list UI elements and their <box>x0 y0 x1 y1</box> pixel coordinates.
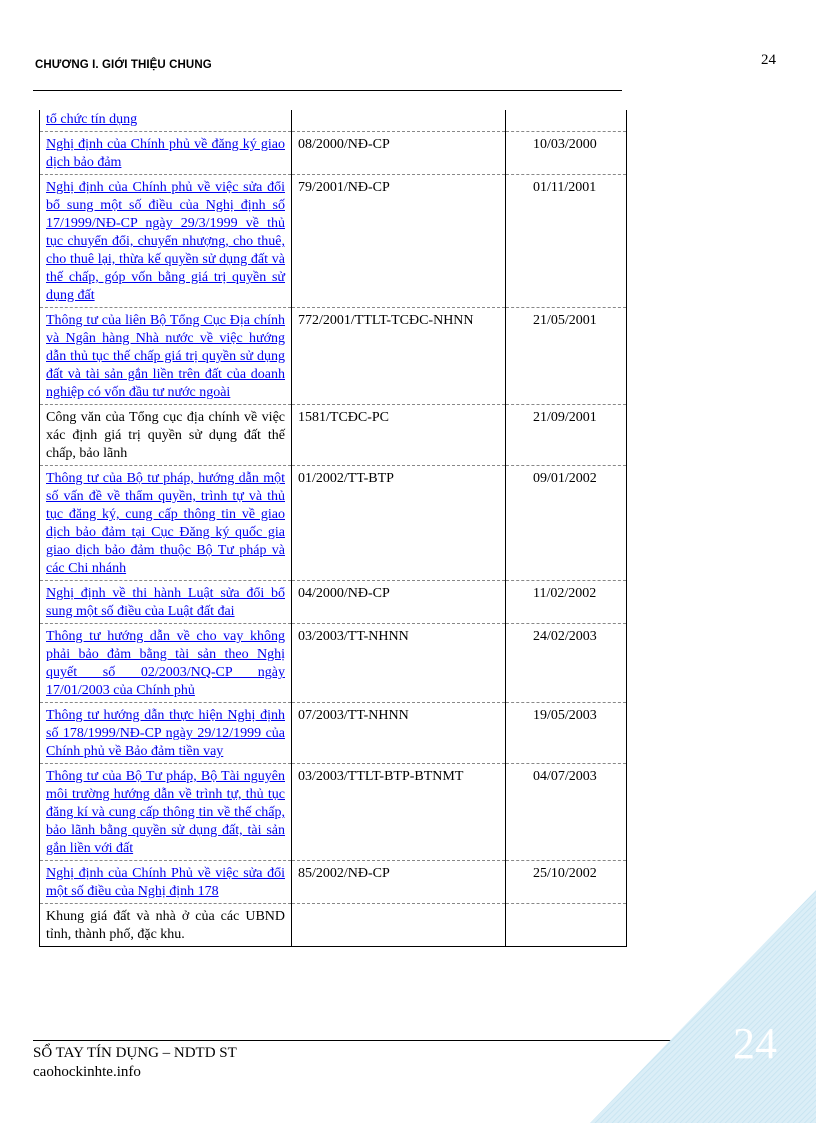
document-date: 11/02/2002 <box>506 581 627 624</box>
page-number: 24 <box>761 52 776 68</box>
document-title-link[interactable]: Thông tư hướng dẫn thực hiện Nghị định số 178/1999/NĐ-CP ngày 29/12/1999 của Chính phủ về Bảo đảm tiền vay <box>46 708 285 759</box>
document-number: 1581/TCĐC-PC <box>292 405 506 466</box>
document-title-cell <box>40 861 292 904</box>
document-number: 01/2002/TT-BTP <box>292 466 506 581</box>
document-date: 25/10/2002 <box>506 861 627 904</box>
document-number: 85/2002/NĐ-CP <box>292 861 506 904</box>
document-date: 24/02/2003 <box>506 624 627 703</box>
document-title-cell <box>40 175 292 308</box>
document-number: 03/2003/TT-NHNN <box>292 624 506 703</box>
document-title-cell <box>40 308 292 405</box>
document-title-link[interactable]: Nghị định của Chính phủ về việc sửa đổi bổ sung một số điều của Nghị định số 17/1999/NĐ-CP ngày 29/3/1999 về thủ tục chuyển đổi, chuyển nhượng, cho thuê, cho thuê lại, thừa kế quyền sử dụng đất và thế chấp, góp vốn bằng giá trị quyền sử dụng đất <box>46 180 285 303</box>
document-date: 21/09/2001 <box>506 405 627 466</box>
document-number: 08/2000/NĐ-CP <box>292 132 506 175</box>
document-number <box>292 110 506 132</box>
table-row <box>40 904 627 947</box>
document-date: 09/01/2002 <box>506 466 627 581</box>
document-title: Khung giá đất và nhà ở của các UBND tỉnh, thành phố, đặc khu. <box>46 909 285 942</box>
corner-page-number: 24 <box>733 1019 777 1068</box>
corner-decoration <box>590 890 816 1123</box>
table-row <box>40 703 627 764</box>
document-date: 19/05/2003 <box>506 703 627 764</box>
document-number: 04/2000/NĐ-CP <box>292 581 506 624</box>
document-title-cell <box>40 904 292 947</box>
document-number <box>292 904 506 947</box>
footer-rule <box>33 1040 673 1041</box>
footer-title: SỔ TAY TÍN DỤNG – NDTD ST <box>33 1045 237 1061</box>
document-title-link[interactable]: Thông tư của liên Bộ Tổng Cục Địa chính và Ngân hàng Nhà nước về việc hướng dẫn thủ tục thế chấp giá trị quyền sử dụng đất và tài sản gắn liền trên đất của doanh nghiệp có vốn đầu tư nước ngoài <box>46 313 285 400</box>
document-number: 07/2003/TT-NHNN <box>292 703 506 764</box>
document-date <box>506 110 627 132</box>
document-title-link[interactable]: Nghị định của Chính Phủ về việc sửa đổi một số điều của Nghị định 178 <box>46 866 285 899</box>
header-rule <box>33 90 622 91</box>
document-date: 01/11/2001 <box>506 175 627 308</box>
document-title-link[interactable]: Thông tư hướng dẫn về cho vay không phải bảo đảm bằng tài sản theo Nghị quyết số 02/2003/NQ-CP ngày 17/01/2003 của Chính phủ <box>46 629 285 698</box>
document-title-link[interactable]: Thông tư của Bộ tư pháp, hướng dẫn một số vấn đề về thẩm quyền, trình tự và thủ tục đăng ký, cung cấp thông tin về giao dịch bảo đảm tại Cục Đăng ký quốc gia giao dịch bảo đảm thuộc Bộ Tư pháp và các Chi nhánh <box>46 471 285 576</box>
document-date: 04/07/2003 <box>506 764 627 861</box>
table-row <box>40 624 627 703</box>
document-title-link[interactable]: tổ chức tín dụng <box>46 112 138 127</box>
document-title-link[interactable]: Nghị định của Chính phủ về đăng ký giao dịch bảo đảm <box>46 137 285 170</box>
document-title-cell <box>40 132 292 175</box>
table-row <box>40 175 627 308</box>
legal-documents-table <box>39 110 627 947</box>
document-date: 21/05/2001 <box>506 308 627 405</box>
document-title-cell <box>40 624 292 703</box>
document-number: 79/2001/NĐ-CP <box>292 175 506 308</box>
document-title-cell <box>40 581 292 624</box>
document-title-cell <box>40 405 292 466</box>
document-number: 772/2001/TTLT-TCĐC-NHNN <box>292 308 506 405</box>
document-title: Công văn của Tổng cục địa chính về việc xác định giá trị quyền sử dụng đất thế chấp, bảo lãnh <box>46 410 285 461</box>
table-row <box>40 405 627 466</box>
document-title-link[interactable]: Nghị định về thi hành Luật sửa đổi bổ sung một số điều của Luật đất đai <box>46 586 285 619</box>
table-row <box>40 861 627 904</box>
table-row <box>40 764 627 861</box>
document-number: 03/2003/TTLT-BTP-BTNMT <box>292 764 506 861</box>
document-title-cell <box>40 110 292 132</box>
document-title-cell <box>40 764 292 861</box>
chapter-title: CHƯƠNG I. GIỚI THIỆU CHUNG <box>35 59 212 71</box>
table-row <box>40 466 627 581</box>
footer-website: caohockinhte.info <box>33 1064 141 1080</box>
document-title-link[interactable]: Thông tư của Bộ Tư pháp, Bộ Tài nguyên môi trường hướng dẫn về trình tự, thủ tục đăng kí và cung cấp thông tin về thế chấp, bảo lãnh bằng quyền sử dụng đất, tài sản gắn liền với đất <box>46 769 285 856</box>
document-date: 10/03/2000 <box>506 132 627 175</box>
table-row <box>40 110 627 132</box>
table-row <box>40 581 627 624</box>
document-title-cell <box>40 703 292 764</box>
document-title-cell <box>40 466 292 581</box>
table-row <box>40 132 627 175</box>
table-row <box>40 308 627 405</box>
